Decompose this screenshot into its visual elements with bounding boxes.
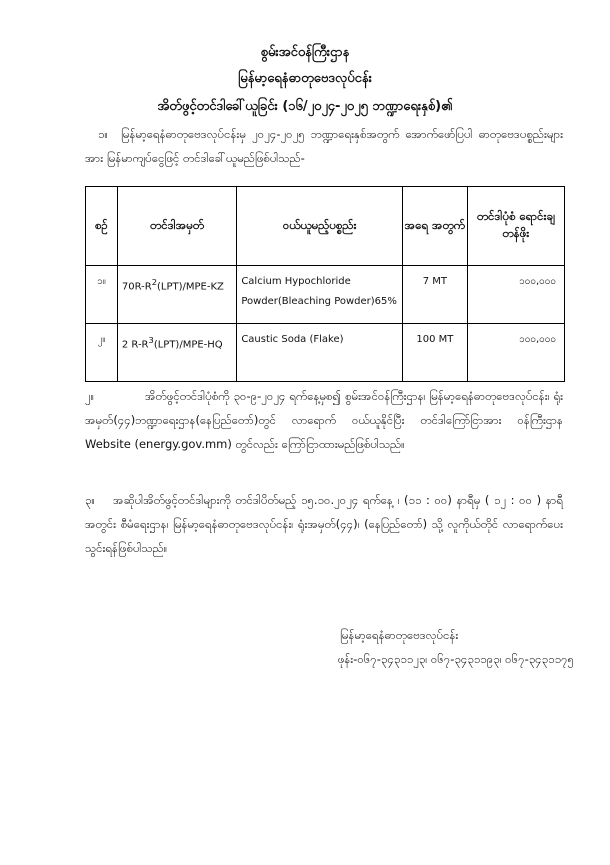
tender-no-suffix: (LPT)/MPE-HQ: [153, 339, 223, 351]
tender-title: အိတ်ဖွင့်တင်ဒါခေါ်ယူခြင်း (၁၆/၂၀၂၄-၂၀၂၅ ဘဏ္ဍာရေးနှစ်)၏: [157, 99, 453, 114]
row-no: ၂။: [86, 324, 118, 382]
tender-no-suffix: (LPT)/MPE-KZ: [157, 281, 224, 293]
tender-no-base: 70R-R: [121, 281, 152, 293]
row-item: Calcium Hypochloride Powder(Bleaching Powder)65%: [237, 266, 403, 324]
row-tender-no: [117, 324, 236, 382]
row-qty: 7 MT: [403, 266, 468, 324]
col-header-item: ဝယ်ယူမည့်ပစ္စည်း: [237, 187, 403, 266]
table-header-row: [86, 187, 565, 266]
row-no: ၁။: [86, 266, 118, 324]
enterprise-title: မြန်မာ့ရေနံဓာတုဗေဒလုပ်ငန်း: [238, 71, 372, 86]
para3-text: အဆိုပါအိတ်ဖွင့်တင်ဒါများကို တင်ဒါပိတ်မည့် ၁၅.၁၀.၂၀၂၄ ရက်နေ့ ၊ (၁၁ : ၀၀) နာရီမှ ( ၁၂ : ၀၀ ) နာရီအတွင်း စီမံရေးဌာန၊ မြန်မာ့ရေနံဓာတုဗေဒလုပ်ငန်း၊ ရုံးအမှတ်(၄၄)၊ (နေပြည်တော်) သို့ လူကိုယ်တိုင် လာရောက်ပေးသွင်းရန်ဖြစ်ပါသည်။: [85, 493, 563, 555]
col-header-tender-no: တင်ဒါအမှတ်: [117, 187, 236, 266]
intro-text: မြန်မာ့ရေနံဓာတုဗေဒလုပ်ငန်းမှ ၂၀၂၄-၂၀၂၅ ဘဏ္ဍာရေးနှစ်အတွက် အောက်ဖော်ပြပါ ဓာတုဗေဒပစ္စည်းများအား မြန်မာကျပ်ငွေဖြင့် တင်ဒါခေါ်ယူမည်ဖြစ်ပါသည်-: [85, 127, 563, 165]
row-item: Caustic Soda (Flake): [237, 324, 403, 382]
table-row: [86, 324, 565, 382]
intro-number: ၁။: [98, 127, 108, 141]
tender-no-sup: 2: [151, 277, 157, 287]
row-fee: ၁၀၀,၀၀၀: [467, 324, 564, 382]
col-header-qty: အရေ အတွက်: [403, 187, 468, 266]
tender-no-base: 2 R-R: [121, 339, 149, 351]
para3-number: ၃။: [85, 493, 95, 507]
col-header-no: စဉ်: [86, 187, 118, 266]
tender-items-table: [85, 186, 565, 382]
col-header-fee: တင်ဒါပုံစံ ရောင်းချ တန်ဖိုး: [467, 187, 564, 266]
signature-org: မြန်မာ့ရေနံဓာတုဗေဒလုပ်ငန်း: [340, 628, 459, 642]
paragraph-3: [85, 488, 563, 560]
para2-number: ၂။: [85, 389, 95, 403]
row-qty: 100 MT: [403, 324, 468, 382]
row-tender-no: [117, 266, 236, 324]
table-row: [86, 266, 565, 324]
intro-paragraph: [85, 122, 563, 170]
row-fee: ၁၀၀,၀၀၀: [467, 266, 564, 324]
paragraph-2: [85, 384, 563, 456]
ministry-title: စွမ်းအင်ဝန်ကြီးဌာန: [260, 45, 350, 60]
para2-text: အိတ်ဖွင့်တင်ဒါပုံစံကို ၃၀-၉-၂၀၂၄ ရက်နေ့မှစ၍ စွမ်းအင်ဝန်ကြီးဌာန၊ မြန်မာ့ရေနံဓာတုဗေဒလုပ်ငန်း၊ ရုံးအမှတ်(၄၄)ဘဏ္ဍာရေးဌာန(နေပြည်တော်)တွင် လာရောက် ဝယ်ယူနိုင်ပြီး တင်ဒါကြော်ငြာအား ဝန်ကြီးဌာန Website (energy.gov.mm) တွင်လည်း ကြော်ငြာထားမည်ဖြစ်ပါသည်။: [85, 389, 563, 451]
signature-phone: ဖုန်း-၀၆၇-၃၄၃၁၁၂၃၊ ၀၆၇-၃၄၃၁၁၉၃၊ ၀၆၇-၃၄၃၁၁၇၅: [337, 652, 574, 666]
tender-no-sup: 3: [148, 335, 154, 345]
